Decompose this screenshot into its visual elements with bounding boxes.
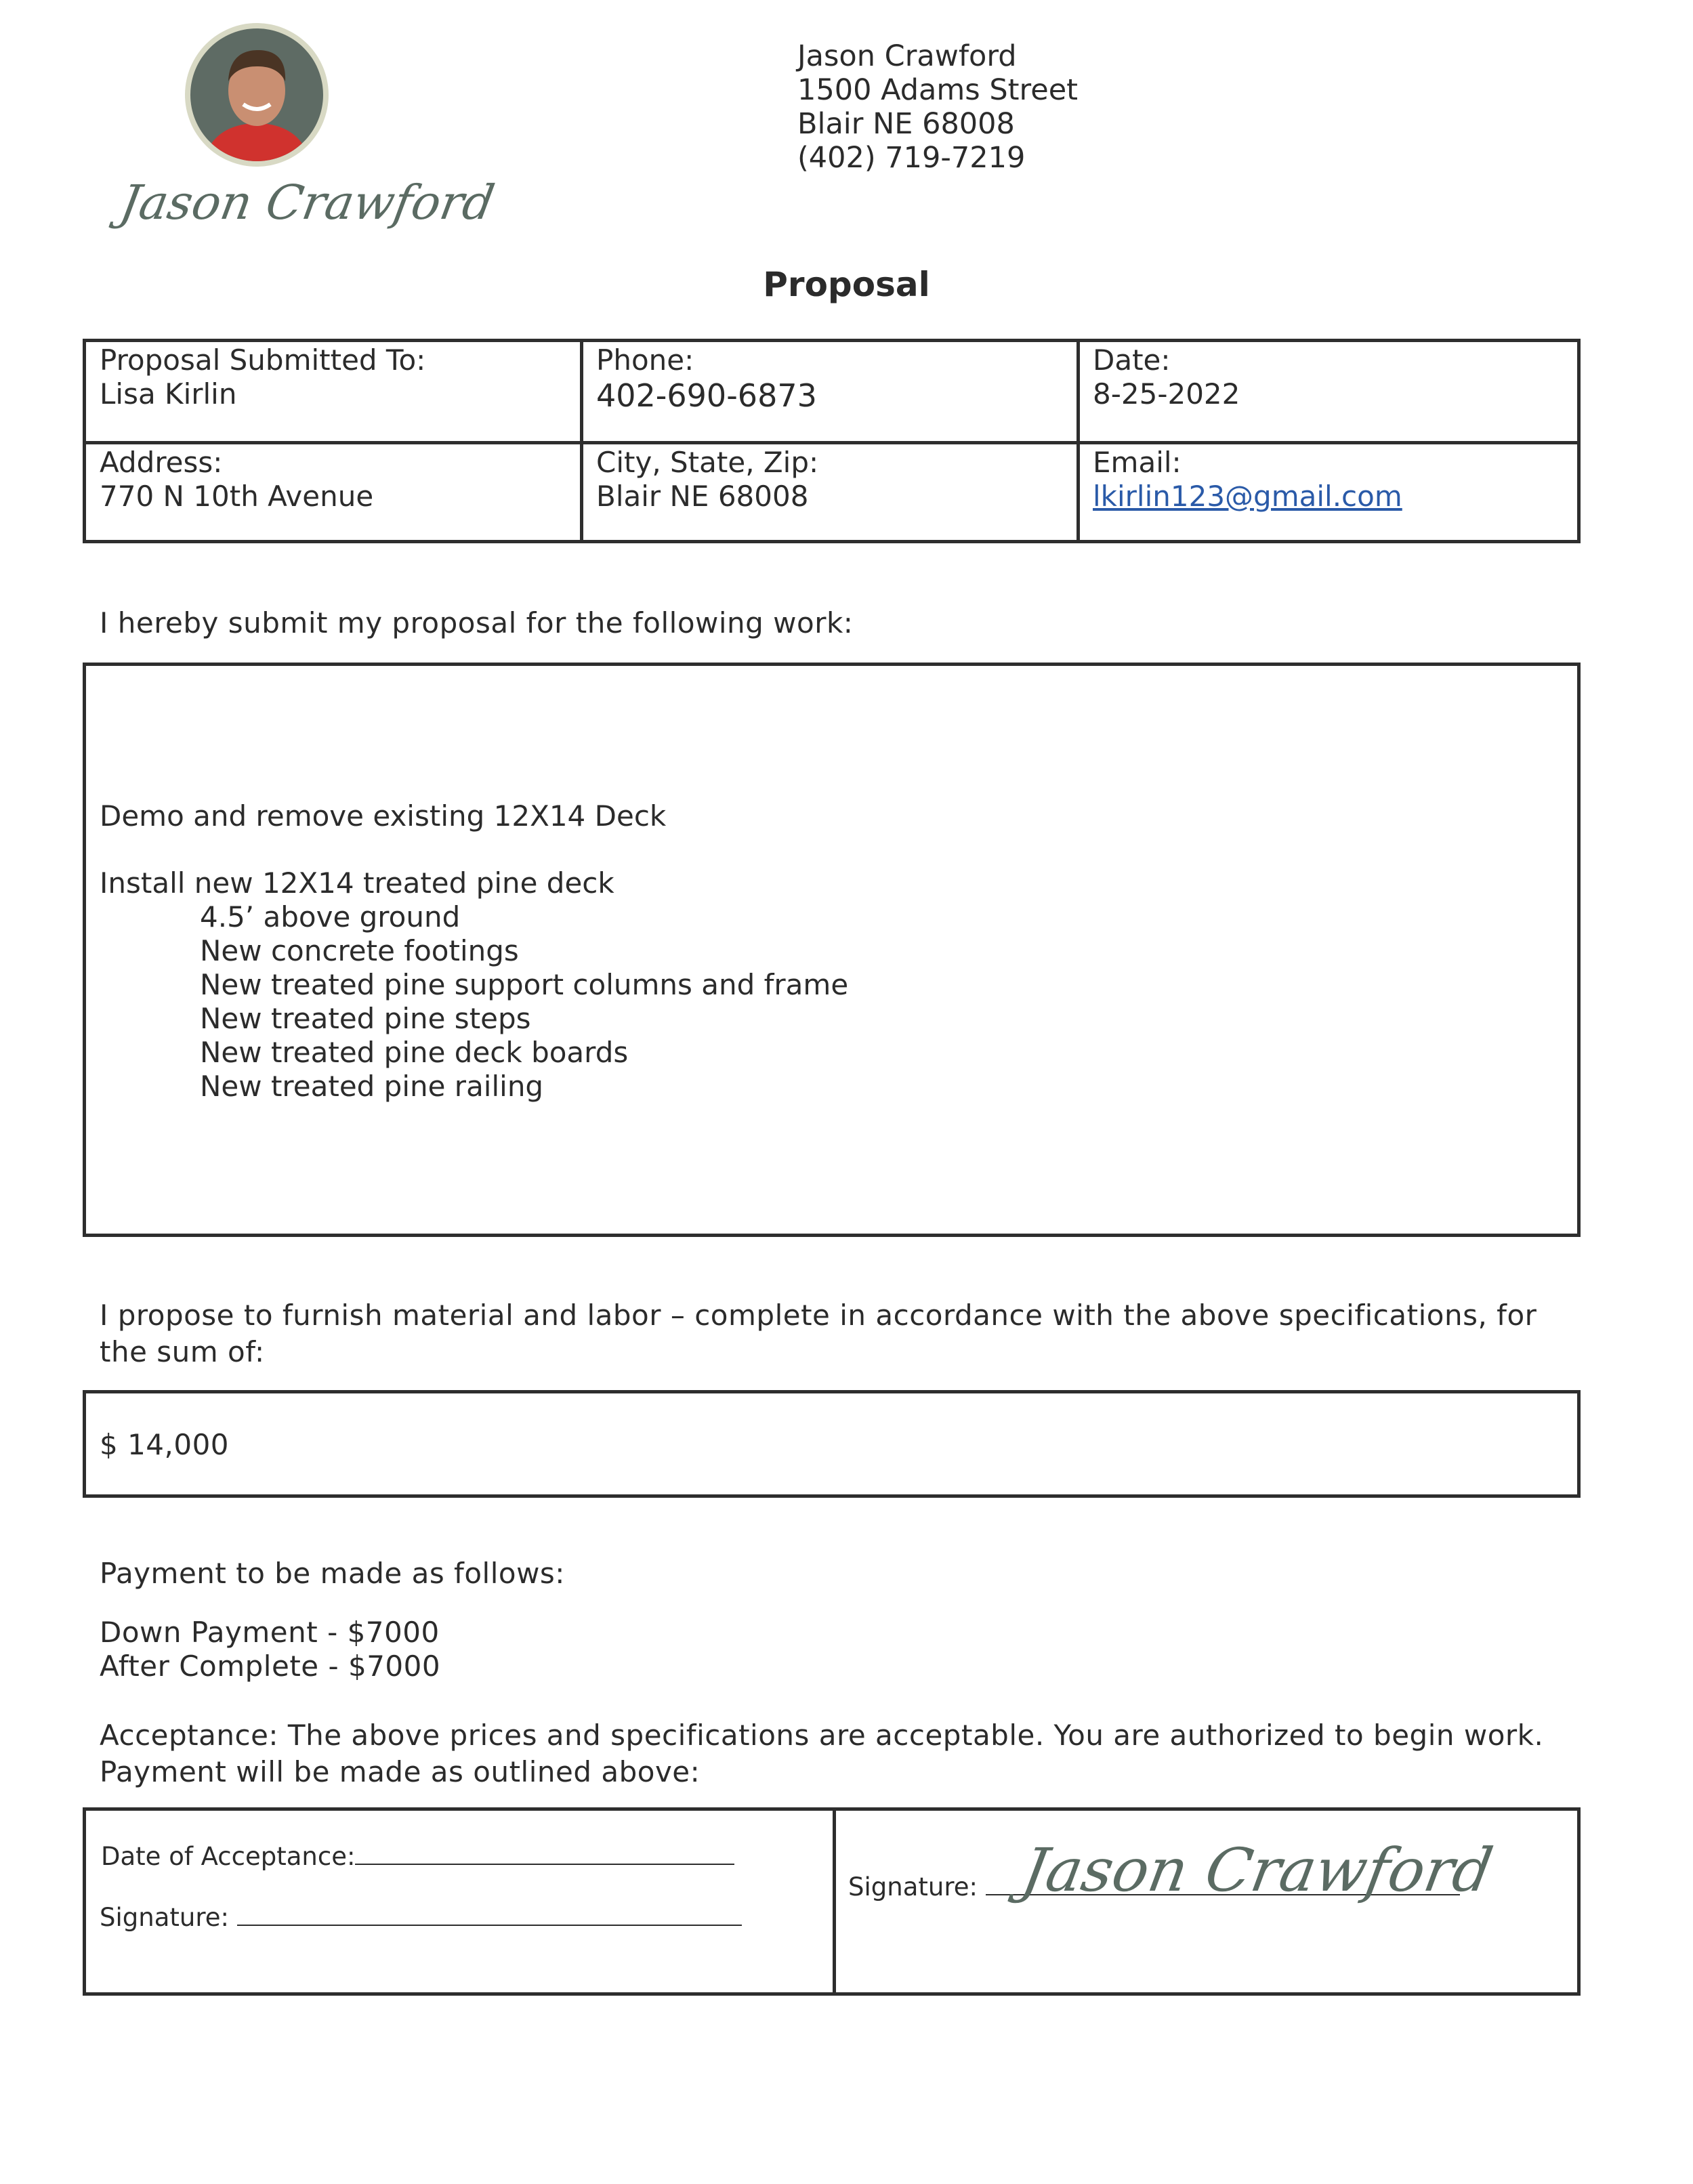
- submitted-to-cell: [100, 343, 425, 411]
- work-line-demo: Demo and remove existing 12X14 Deck: [100, 799, 667, 833]
- address-label: Address:: [100, 446, 223, 479]
- contractor-signature: [1017, 1824, 1498, 1912]
- date-cell: [1093, 343, 1240, 411]
- phone-value: 402-690-6873: [596, 377, 817, 414]
- client-signature-label: Signature:: [100, 1903, 229, 1932]
- work-item: New treated pine steps: [200, 1002, 531, 1035]
- email-label: Email:: [1093, 446, 1182, 479]
- client-signature-field[interactable]: [237, 1904, 742, 1926]
- submitted-to-value: Lisa Kirlin: [100, 377, 237, 411]
- propose-text: I propose to furnish material and labor – complete in accordance with the above specifications, for the sum of:: [100, 1299, 1537, 1368]
- date-of-acceptance-label: Date of Acceptance:: [101, 1842, 356, 1871]
- contractor-signature-label: Signature:: [848, 1872, 978, 1902]
- city-value: Blair NE 68008: [596, 480, 809, 513]
- city-cell: [596, 446, 818, 513]
- payment-terms: [100, 1616, 440, 1683]
- payment-heading: Payment to be made as follows:: [100, 1557, 565, 1590]
- acceptance-text: Acceptance: The above prices and specifications are acceptable. You are authorized to begin work. Payment will be made as outlined above:: [100, 1719, 1544, 1788]
- svg-text:Jason Crawford: Jason Crawford: [116, 175, 499, 230]
- address-cell: [100, 446, 373, 513]
- work-item: New treated pine railing: [200, 1070, 544, 1103]
- address-value: 770 N 10th Avenue: [100, 480, 374, 513]
- date-of-acceptance-row: [101, 1842, 734, 1872]
- after-complete-payment: After Complete - $7000: [100, 1650, 441, 1683]
- date-value: 8-25-2022: [1093, 377, 1240, 411]
- contractor-phone: (402) 719-7219: [797, 141, 1026, 175]
- work-line-install: Install new 12X14 treated pine deck: [100, 866, 614, 900]
- page-title: Proposal: [763, 265, 930, 304]
- work-item: New treated pine deck boards: [200, 1036, 629, 1069]
- work-description-box: [83, 663, 1581, 1237]
- city-label: City, State, Zip:: [596, 446, 819, 479]
- contractor-name: Jason Crawford: [797, 39, 1017, 73]
- signature-table: [83, 1807, 1581, 1996]
- contractor-street: 1500 Adams Street: [797, 73, 1079, 107]
- intro-text: I hereby submit my proposal for the following work:: [100, 606, 854, 639]
- submitted-to-label: Proposal Submitted To:: [100, 343, 426, 377]
- phone-label: Phone:: [596, 343, 694, 377]
- sum-box: [83, 1390, 1581, 1498]
- logo-signature: [116, 166, 499, 240]
- phone-cell: [596, 343, 817, 414]
- down-payment: Down Payment - $7000: [100, 1616, 440, 1649]
- work-item: New concrete footings: [200, 934, 519, 967]
- work-item: 4.5’ above ground: [200, 900, 461, 933]
- email-cell: [1093, 446, 1402, 513]
- contractor-contact: [797, 39, 1078, 175]
- email-link[interactable]: lkirlin123@gmail.com: [1093, 480, 1402, 513]
- work-item: New treated pine support columns and frame: [200, 968, 849, 1001]
- svg-text:Jason Crawford: Jason Crawford: [1017, 1835, 1498, 1905]
- date-of-acceptance-field[interactable]: [355, 1843, 734, 1865]
- client-signature-row: [100, 1903, 742, 1933]
- client-info-table: [83, 339, 1581, 543]
- profile-photo: [185, 23, 329, 167]
- contractor-city: Blair NE 68008: [797, 107, 1015, 141]
- sum-amount: $ 14,000: [100, 1428, 230, 1461]
- date-label: Date:: [1093, 343, 1171, 377]
